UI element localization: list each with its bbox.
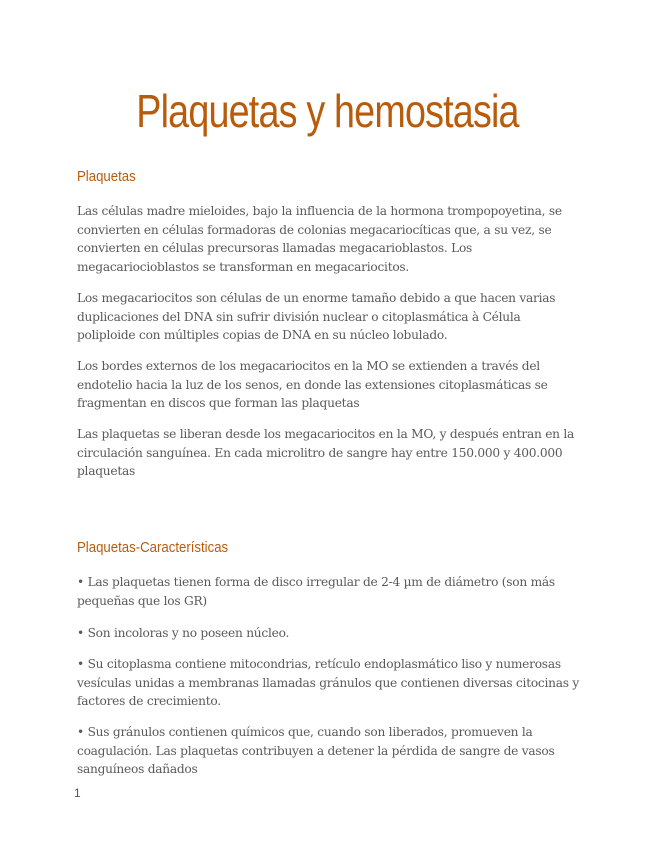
bullet-item: • Sus gránulos contienen químicos que, cuando son liberados, promueven la coagulación. Las plaquetas contribuyen a detener la pérdida de sangre de vasos sanguíneos dañados [77, 725, 555, 777]
paragraph: Los megacariocitos son células de un enorme tamaño debido a que hacen varias duplicaciones del DNA sin sufrir división nuclear o citoplasmática à Célula poliploide con múltiples copias de DNA en su núcleo lobulado. [77, 291, 556, 343]
page-number: 1 [74, 786, 81, 800]
bullet-item: • Su citoplasma contiene mitocondrias, retículo endoplasmático liso y numerosas vesículas unidas a membranas llamadas gránulos que contienen diversas citocinas y factores de crecimiento. [77, 657, 580, 709]
bullet-item: • Son incoloras y no poseen núcleo. [77, 626, 290, 640]
paragraph: Los bordes externos de los megacariocitos en la MO se extienden a través del endotelio hacia la luz de los senos, en donde las extensiones citoplasmáticas se fragmentan en discos que forman las plaquetas [77, 359, 548, 411]
section-heading-caracteristicas: Plaquetas-Características [77, 539, 229, 556]
paragraph: Las plaquetas se liberan desde los megacariocitos en la MO, y después entran en la circulación sanguínea. En cada microlitro de sangre hay entre 150.000 y 400.000 plaquetas [77, 427, 575, 479]
paragraph: Las células madre mieloides, bajo la influencia de la hormona trompopoyetina, se convierten en células formadoras de colonias megacariocíticas que, a su vez, se convierten en células precursoras llamadas megacarioblastos. Los megacariocioblastos se transforman en megacariocitos. [77, 204, 562, 274]
section-heading-plaquetas: Plaquetas [77, 168, 136, 185]
document-title: Plaquetas y hemostasia [136, 85, 519, 137]
bullet-item: • Las plaquetas tienen forma de disco irregular de 2-4 µm de diámetro (son más pequeñas que los GR) [77, 575, 555, 608]
